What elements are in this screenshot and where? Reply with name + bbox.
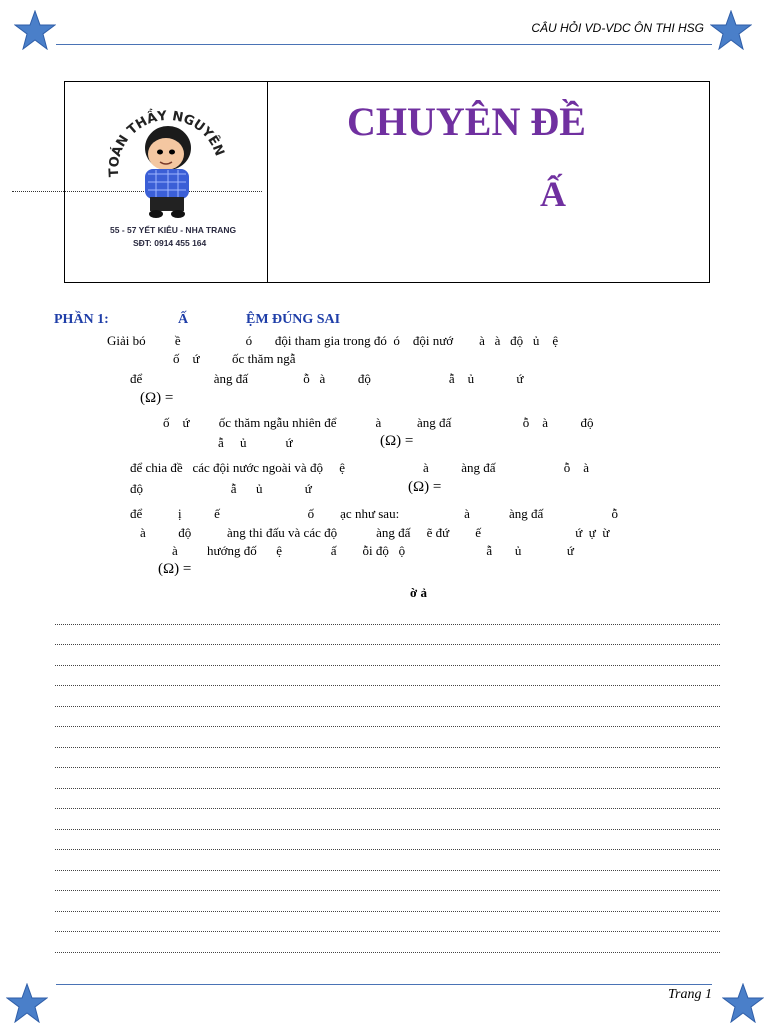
omega-expression: (Ω) = [380,433,414,449]
answer-label: ờ ả [410,585,427,600]
part-label: PHẦN 1: [54,312,109,327]
answer-line [55,726,720,727]
star-icon [14,10,56,50]
title-sub: Ấ [540,174,566,214]
page-number: Trang 1 [668,987,712,1002]
logo-image [98,94,238,224]
body-line: ố ứ ốc thăm ngẫ [173,351,296,366]
body-line: để ị ế ố ạc như sau: à àng đấ ỗ [130,506,618,521]
answer-line [55,747,720,748]
body-line: à độ àng thi đấu và các độ àng đấ ẽ đứ ế ứ ự ừ [140,525,610,540]
omega-expression: (Ω) = [140,390,174,406]
logo-arc-text: TOÁN THẦY NGUYÊN [106,108,227,178]
answer-line [55,788,720,789]
omega-expression: (Ω) = [408,479,442,495]
answer-line [55,931,720,932]
header-rule [56,44,712,45]
star-icon [710,10,752,50]
answer-line [55,870,720,871]
star-icon [722,983,764,1023]
body-line: để chia đề các đội nước ngoài và độ ệ à àng đấ ỗ à [130,460,590,475]
answer-line [55,952,720,953]
header-title: CÂU HỎI VD-VDC ÔN THI HSG [531,21,704,35]
answer-line [55,911,720,912]
answer-line [55,685,720,686]
logo-address: 55 - 57 YẾT KIÊU - NHA TRANG [110,225,237,235]
omega-expression: (Ω) = [158,561,192,577]
body-line: ố ứ ốc thăm ngẫu nhiên để à àng đấ ỗ à độ [163,415,594,430]
answer-line [55,644,720,645]
body-line: để àng đấ ỗ à độ ẫ ủ ứ [130,371,524,386]
answer-line [55,624,720,625]
answer-line [55,890,720,891]
section-heading-frag-1: Ấ [178,312,189,327]
body-line: Giải bó ề ó đội tham gia trong đó ó đội nướ à à độ ủ ệ [107,333,559,348]
answer-line [55,706,720,707]
answer-line [55,665,720,666]
logo-phone: SĐT: 0914 455 164 [133,238,207,248]
footer-rule [56,984,712,985]
section-heading-frag-2: ỆM ĐÚNG SAI [246,312,341,327]
answer-line [55,808,720,809]
star-icon [6,983,48,1023]
body-line: độ ẫ ủ ứ [130,481,312,496]
title-box-divider [267,81,268,283]
answer-line [55,767,720,768]
answer-line [55,849,720,850]
answer-line [55,829,720,830]
title-main: CHUYÊN ĐỀ [347,99,586,144]
body-line: à hướng đố ệ ấ ỗi độ ộ ẫ ủ ứ [172,543,574,558]
body-line: ẫ ủ ứ [218,435,293,450]
